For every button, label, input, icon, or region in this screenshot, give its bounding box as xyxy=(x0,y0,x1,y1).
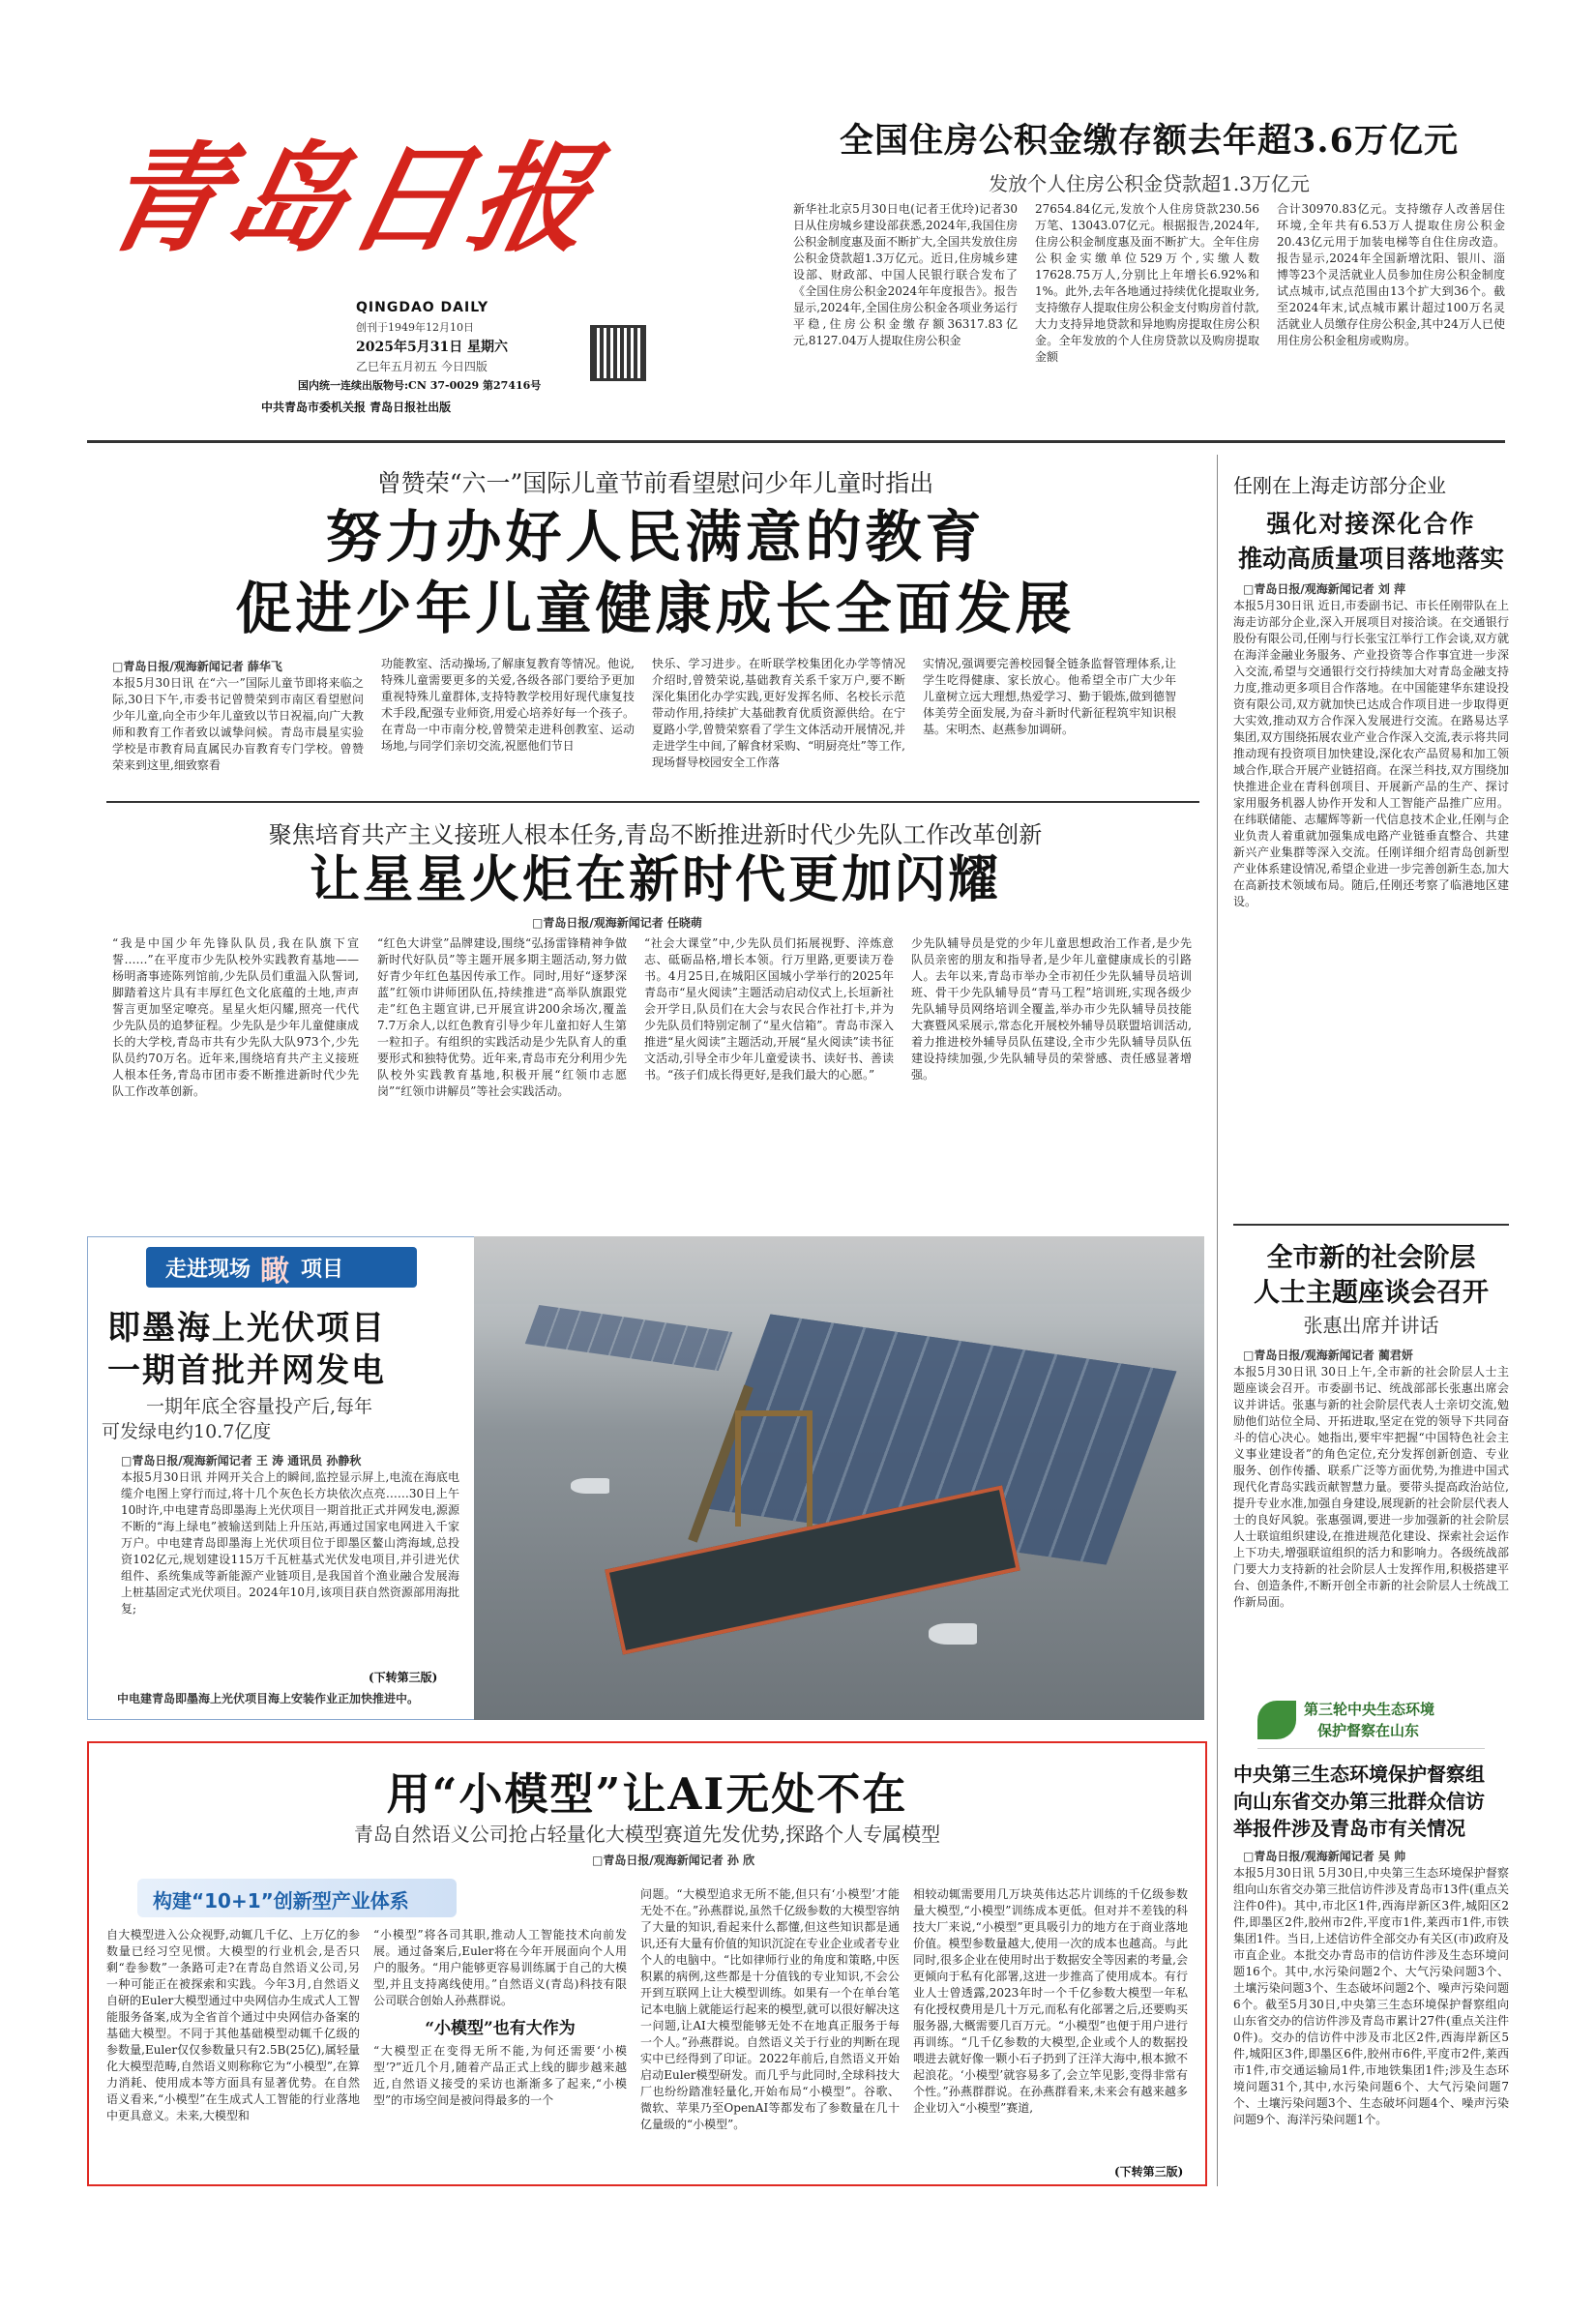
shoreline xyxy=(474,1236,1204,1304)
masthead-date: 2025年5月31日 星期六 xyxy=(356,340,509,355)
story2-title: 让星星火炬在新时代更加闪耀 xyxy=(309,850,1001,909)
solar-caption: 中电建青岛即墨海上光伏项目海上安装作业正加快推进中。 xyxy=(117,1692,420,1705)
leaf-icon xyxy=(1257,1701,1296,1739)
story2-col-2: “红色大讲堂”品牌建设,围绕“弘扬雷锋精神争做新时代好队员”等主题开展多期主题活动,努力做好青少年红色基因传承工作。同时,用好“逐梦深蓝”红领巾讲师团队伍,持续推进“高举队旗跟党走”红色主题宣讲,已开展宣讲200余场次,覆盖7.7万余人,以红色教育引导少年儿童扣好人生第一粒扣子。有组织的实践活动是少先队育人的重要形式和独特优势。近年来,青岛市充分利用少先队校外实践教育基地,积极开展“红领巾志愿岗”“红领巾讲解员”等社会实践活动。 xyxy=(377,936,627,1098)
story1-col-1: 本报5月30日讯 在“六一”国际儿童节即将来临之际,30日下午,市委书记曾赞荣到市南区看望慰问少年儿童,向全市少年儿童致以节日祝福,向广大教师和教育工作者致以诚挚问候。青岛市晨星实验学校是市教育局直属民办盲教育专门学校。曾赞荣来到这里,细致察看 xyxy=(112,676,364,772)
top-story-col-2: 27654.84亿元,发放个人住房贷款230.56万笔、13043.07亿元。根据报告,2024年,住房公积金制度惠及面不断扩大。全年住房公积金实缴单位529万个,实缴人数17628.75万人,分别比上年增长6.92%和1%。此外,去年各地通过持续优化提取业务,支持缴存人提取住房公积金支付购房首付款,大力支持异地贷款和异地购房提取住房公积金。全年发放的个人住房贷款以及购房提取金额 xyxy=(1035,202,1259,364)
story-social-strata xyxy=(1233,1229,1509,1664)
story-shanghai-visit xyxy=(1233,462,1509,1227)
eco-badge-line-2: 保护督察在山东 xyxy=(1317,1722,1420,1739)
masthead-lunar: 乙巳年五月初五 今日四版 xyxy=(356,360,488,373)
story1-col-2: 功能教室、活动操场,了解康复教育等情况。他说,特殊儿童需要更多的关爱,各级各部门要给予更加重视特殊儿童群体,支持特教学校用好现代康复技术手段,配强专业师资,用爱心培养好每一个孩子。在青岛一中市南分校,曾赞荣走进科创教室、运动场地,与同学们亲切交流,祝愿他们节日 xyxy=(381,657,635,753)
right-b-byline: □青岛日报/观海新闻记者 蔺君妍 xyxy=(1243,1349,1413,1362)
solar-badge-mid: 瞰 xyxy=(260,1255,289,1289)
column-rule xyxy=(1217,455,1218,2186)
solar-title-2: 一期首批并网发电 xyxy=(107,1351,386,1390)
masthead xyxy=(87,87,629,421)
ai-col-4: 相较动辄需要用几万块英伟达芯片训练的千亿级参数量大模型,“小模型”训练成本更低。但对并不差钱的科技大厂来说,“小模型”更具吸引力的地方在于商业落地价值。模型参数量越大,使用一次的成本也越高。与此同时,很多企业在使用时出于数据安全等因素的考量,会更倾向于私有化部署,这进一步推高了使用成本。有行业人士曾透露,2023年时一个千亿参数大模型一年私有化授权费用是几十万元,而私有化部署之后,还要购买服务器,大概需要几百万元。“小模型”也便于用户进行再训练。“几千亿参数的大模型,企业或个人的数据投喂进去就好像一颗小石子扔到了汪洋大海中,根本掀不起浪花。‘小模型’就容易多了,会立竿见影,变得非常有个性。”孙燕群群说。在孙燕群看来,未来会有越来越多企业切入“小模型”赛道, xyxy=(913,1887,1188,2115)
masthead-founded: 创刊于1949年12月10日 xyxy=(356,321,474,334)
right-c-title-1: 中央第三生态环境保护督察组 xyxy=(1233,1763,1485,1786)
ai-section-head xyxy=(137,1879,457,1917)
ai-col-2b: “大模型正在变得无所不能,为何还需要‘小模型’?”近几个月,随着产品正式上线的脚步越来越近,自然语义接受的采访也渐渐多了起来,“小模型”的市场空间是被问得最多的一个 xyxy=(373,2044,627,2107)
story2-col-3: “社会大课堂”中,少先队员们拓展视野、淬炼意志、砥砺品格,增长本领。行万里路,更要读万卷书。4月25日,在城阳区国城小学举行的2025年青岛市“星火阅读”主题活动启动仪式上,长垣新社会开学日,队员们在大会与农民合作社打卡,并为少先队员们特别定制了“星火信箱”。青岛市深入推进“星火阅读”主题活动,开展“星火阅读”读书征文活动,引导全市少年儿童爱读书、读好书、善读书。“孩子们成长得更好,是我们最大的心愿。” xyxy=(644,936,894,1082)
right-c-title-2: 向山东省交办第三批群众信访 xyxy=(1233,1790,1485,1813)
solar-subtitle-2: 可发绿电约10.7亿度 xyxy=(102,1421,272,1442)
solar-badge-end: 项目 xyxy=(301,1258,344,1282)
story-eco-inspection xyxy=(1233,1693,1509,2196)
tugboat xyxy=(571,1478,609,1494)
solar-subtitle-1: 一期年底全容量投产后,每年 xyxy=(146,1396,373,1417)
solar-title-1: 即墨海上光伏项目 xyxy=(107,1309,386,1348)
story2-col-4: 少先队辅导员是党的少年儿童思想政治工作者,是少先队员亲密的朋友和指导者,是少年儿童健康成长的引路人。去年以来,青岛市举办全市初任少先队辅导员培训班、骨干少先队辅导员“青马工程”培训班,实现各级少先队辅导员网络培训全覆盖,举办市少先队辅导员技能大赛暨风采展示,常态化开展校外辅导员联盟培训活动,着力推进校外辅导员队伍建设,全市少先队辅导员队伍建设持续加强,少先队辅导员的荣誉感、责任感显著增强。 xyxy=(911,936,1192,1082)
ai-section-head-text: 构建“10+1”创新型产业体系 xyxy=(153,1889,409,1913)
ai-col-2a: “小模型”将各司其职,推动人工智能技术向前发展。通过备案后,Euler将在今年开展面向个人用户的服务。“用户能够更容易训练属于自己的大模型,并且支持离线使用。”自然语义(青岛)科技有限公司联合创始人孙燕群说。 xyxy=(373,1928,627,2006)
top-story-subtitle: 发放个人住房公积金贷款超1.3万亿元 xyxy=(989,172,1310,195)
masthead-sponsor: 中共青岛市委机关报 青岛日报社出版 xyxy=(261,400,452,414)
divider xyxy=(87,440,1505,443)
tugboat xyxy=(929,1623,977,1645)
story2-byline: □青岛日报/观海新闻记者 任晓萌 xyxy=(532,916,702,930)
right-c-text: 本报5月30日讯 5月30日,中央第三生态环境保护督察组向山东省交办第三批信访件涉及青岛市13件(重点关注件0件)。其中,市北区1件,西海岸新区3件,城阳区2件,即墨区2件,胶州市2件,平度市1件,莱西市1件,市铁集团1件。当日,上述信访件全部交办有关区(市)政府及市直企业。本批交办青岛市的信访件涉及生态环境问题16个。其中,水污染问题2个、大气污染问题3个、土壤污染问题3个、生态破坏问题2个、噪声污染问题6个。截至5月30日,中央第三生态环境保护督察组向山东省交办的信访件涉及青岛市累计27件(重点关注件0件)。交办的信访件中涉及市北区2件,西海岸新区5件,城阳区3件,即墨区6件,胶州市6件,平度市2件,莱西市1件,市交通运输局1件,市地铁集团1件;涉及生态环境问题31个,其中,水污染问题6个、大气污染问题7个、土壤污染问题3个、生态破坏问题4个、噪声污染问题9个、海洋污染问题1个。 xyxy=(1233,1866,1509,2126)
crane xyxy=(735,1410,813,1527)
solar-continued: (下转第三版) xyxy=(369,1671,438,1684)
right-a-title-1: 强化对接深化合作 xyxy=(1266,510,1476,538)
qr-code-icon xyxy=(590,325,646,381)
right-a-text: 本报5月30日讯 近日,市委副书记、市长任刚带队在上海走访部分企业,深入开展项目对接洽谈。在交通银行股份有限公司,任刚与行长张宝江举行工作会谈,双方就在海洋金融业务服务、产业投资等合作事宜进一步深入交流,希望与交通银行交行持续加大对青岛金融支持力度,推动更多项目合作落地。在中国能建华东建设投资有限公司,双方就加快已达成合作项目进一步取得更大实效,推动双方合作深入发展进行交流。在路易达孚集团,双方围绕拓展农业产业合作深入交流,表示将共同推动现有投资项目加快建设,深化农产品贸易和加工领域合作,联合开展产业链招商。在深兰科技,双方围绕加快推进企业在青科创项目、开展新产品的生产、探讨家用服务机器人协作开发和人工智能产品推广应用。在纬联储能、志耀辉等新一代信息技术企业,任刚与企业负责人着重就加强集成电路产业链垂直整合、共建新兴产业集群等深入交流。任刚详细介绍青岛创新型产业体系建设情况,希望企业进一步完善创新生态,加大在高新技术领域布局。随后,任刚还考察了临港地区建设。 xyxy=(1233,599,1509,908)
story1-col-3: 快乐、学习进步。在昕联学校集团化办学等情况介绍时,曾赞荣说,基础教育关系千家万户,要不断深化集团化办学实践,更好发挥名师、名校长示范带动作用,持续扩大基础教育优质资源供给。在宁夏路小学,曾赞荣察看了学生文体活动开展情况,并走进学生中间,了解食材采购、“明厨亮灶”等工作,现场督导校园安全工作落 xyxy=(652,657,905,769)
top-story-title: 全国住房公积金缴存额去年超3.6万亿元 xyxy=(840,121,1459,161)
solar-frame xyxy=(87,1236,474,1720)
masthead-cn: 国内统一连续出版物号:CN 37-0029 第27416号 xyxy=(298,379,542,392)
story1-col-4: 实情况,强调要完善校园餐全链条监督管理体系,让学生吃得健康、家长放心。他希望全市广大少年儿童树立远大理想,热爱学习、勤于锻炼,做到德智体美劳全面发展,为奋斗新时代新征程筑牢知识根基。宋明杰、赵燕参加调研。 xyxy=(923,657,1176,736)
story-small-model xyxy=(87,1741,1207,2186)
ai-continued: (下转第三版) xyxy=(1114,2165,1184,2179)
story-young-pioneers xyxy=(106,808,1204,1233)
ai-byline: □青岛日报/观海新闻记者 孙 欣 xyxy=(592,1853,755,1867)
story2-kicker: 聚焦培育共产主义接班人根本任务,青岛不断推进新时代少先队工作改革创新 xyxy=(268,821,1043,848)
solar-text: 本报5月30日讯 并网开关合上的瞬间,监控显示屏上,电流在海底电缆介电图上穿行而过,将十几个灰色长方块依次点亮……30日上午10时许,中电建青岛即墨海上光伏项目一期首批正式并网发电,源源不断的“海上绿电”被输送到陆上升压站,再通过国家电网进入千家万户。中电建青岛即墨海上光伏项目位于即墨区鳌山湾海域,总投资102亿元,规划建设115万千瓦桩基式光伏发电项目,并引进光伏组件、系统集成等新能源产业链项目,是我国首个渔业融合发展海上桩基固定式光伏项目。2024年10月,该项目获自然资源部用海批复; xyxy=(121,1470,459,1616)
right-a-byline: □青岛日报/观海新闻记者 刘 萍 xyxy=(1243,582,1406,596)
divider xyxy=(106,801,1199,803)
right-b-title-2: 人士主题座谈会召开 xyxy=(1254,1278,1489,1308)
story2-col-1: “我是中国少年先锋队队员,我在队旗下宣誓……”在平度市少先队校外实践教育基地——杨明斋事迹陈列馆前,少先队员们重温入队誓词,脚踏着这片具有丰厚红色文化底蕴的土地,声声誓言更加坚定嘹亮。星星火炬闪耀,照亮一代代少先队员的追梦征程。少先队是少年儿童健康成长的大学校,青岛市共有少先队大队973个,少先队员约70万名。近年来,围绕培育共产主义接班人根本任务,青岛市团市委不断推进新时代少先队工作改革创新。 xyxy=(112,936,359,1098)
divider xyxy=(1233,1224,1509,1226)
ai-col-1: 自大模型进入公众视野,动辄几千亿、上万亿的参数量已经习空见惯。大模型的行业机会,是否只剩“卷参数”一条路可走?在青岛自然语义公司,另一种可能正在被探索和实践。今年3月,自然语义自研的Euler大模型通过中央网信办生成式人工智能服务备案,成为全省首个通过中央网信办备案的基础大模型。不同于其他基础模型动辄千亿级的参数量,Euler仅仅参数量只有2.5B(25亿),属轻量化大模型范畴,自然语义则称称它为“小模型”,在算力消耗、使用成本等方面具有显著优势。在自然语义看来,“小模型”在生成式人工智能的行业落地中更具意义。未来,大模型和 xyxy=(106,1928,360,2122)
masthead-english: QINGDAO DAILY xyxy=(356,300,489,315)
masthead-logo: 青岛日报 xyxy=(91,129,609,268)
solar-badge-text: 走进现场 xyxy=(165,1258,251,1282)
ai-subtitle: 青岛自然语义公司抢占轻量化大模型赛道先发优势,探路个人专属模型 xyxy=(353,1823,941,1846)
solar-byline: □青岛日报/观海新闻记者 王 涛 通讯员 孙静秋 xyxy=(121,1454,362,1468)
ai-title: 用“小模型”让AI无处不在 xyxy=(386,1768,908,1820)
right-b-text: 本报5月30日讯 30日上午,全市新的社会阶层人士主题座谈会召开。市委副书记、统战部部长张惠出席会议并讲话。张惠与新的社会阶层代表人士亲切交流,勉励他们站位全局、开拓进取,坚定在党的领导下共同奋斗的信心决心。她指出,要牢牢把握“中国特色社会主义事业建设者”的角色定位,充分发挥创新创造、专业服务、创作传播、联系广泛等方面优势,为推进中国式现代化青岛实践贡献智慧力量。要带头提高政治站位,提升专业水准,加强自身建设,展现新的社会阶层代表人士的良好风貌。张惠强调,要进一步加强新的社会阶层人士联谊组织建设,在推进规范化建设、探索社会运作上下功夫,增强联谊组织的活力和影响力。各级统战部门要大力支持新的社会阶层人士发挥作用,积极搭建平台、创造条件,不断开创全市新的社会阶层人士统战工作新局面。 xyxy=(1233,1365,1509,1609)
ai-col-3: 问题。“大模型追求无所不能,但只有‘小模型’才能无处不在。”孙燕群说,虽然千亿级参数的大模型容纳了大量的知识,看起来什么都懂,但这些知识都是通识,还有大量有价值的知识沉淀在专业企业或者专业个人的电脑中。“比如律师行业的角度和策略,中医积累的病例,这些都是十分值钱的专业知识,不会公开到互联网上让大模型训练。如果有一个在单台笔记本电脑上就能运行起来的模型,就可以很好解决这一问题,让AI大模型能够无处不在地真正服务于每一个人。”孙燕群说。自然语义关于行业的判断在现实中已经得到了印证。2022年前后,自然语义开始启动Euler模型研发。而几乎与此同时,全球科技大厂也纷纷踏准轻量化,开始布局“小模型”。谷歌、微软、苹果乃至OpenAI等都发布了参数量在几十亿量级的“小模型”。 xyxy=(640,1887,900,2131)
right-b-title-1: 全市新的社会阶层 xyxy=(1266,1243,1476,1273)
eco-badge xyxy=(1257,1693,1485,1749)
right-c-title-3: 举报件涉及青岛市有关情况 xyxy=(1233,1817,1465,1840)
story1-kicker: 曾赞荣“六一”国际儿童节前看望慰问少年儿童时指出 xyxy=(376,469,934,497)
top-story-col-1: 新华社北京5月30日电(记者王优玲)记者30日从住房城乡建设部获悉,2024年,我国住房公积金制度惠及面不断扩大,全国共发放住房公积金贷款超1.3万亿元。近日,住房城乡建设部、财政部、中国人民银行联合发布了《全国住房公积金2024年年度报告》。报告显示,2024年,全国住房公积金各项业务运行平稳,住房公积金缴存额36317.83亿元,8127.04万人提取住房公积金 xyxy=(793,202,1018,347)
story1-title-2: 促进少年儿童健康成长全面发展 xyxy=(235,576,1076,641)
story1-title-1: 努力办好人民满意的教育 xyxy=(325,504,986,570)
right-b-subtitle: 张惠出席并讲话 xyxy=(1303,1314,1439,1337)
solar-photo xyxy=(474,1236,1204,1720)
solar-badge xyxy=(146,1247,417,1288)
story-education xyxy=(106,455,1204,793)
eco-badge-line-1: 第三轮中央生态环境 xyxy=(1304,1701,1435,1718)
right-a-kicker: 任刚在上海走访部分企业 xyxy=(1233,474,1446,497)
top-story xyxy=(793,114,1505,433)
right-a-title-2: 推动高质量项目落地落实 xyxy=(1237,545,1504,573)
solar-panel-field xyxy=(525,1305,733,1371)
story-solar xyxy=(87,1229,1204,1722)
top-story-col-3: 合计30970.83亿元。支持缴存人改善居住环境,全年共有6.53万人提取住房公积金20.43亿元用于加装电梯等自住住房改造。报告显示,2024年全国新增沈阳、银川、淄博等23个灵活就业人员参加住房公积金制度试点城市,试点范围由13个扩大到36个。截至2024年末,试点城市累计超过100万名灵活就业人员缴存住房公积金,其中24万人已使用住房公积金租房或购房。 xyxy=(1277,202,1505,347)
ai-subhead: “小模型”也有大作为 xyxy=(425,2019,576,2038)
story1-byline: □青岛日报/观海新闻记者 薛华飞 xyxy=(112,660,282,673)
right-c-byline: □青岛日报/观海新闻记者 吴 帅 xyxy=(1243,1850,1406,1863)
